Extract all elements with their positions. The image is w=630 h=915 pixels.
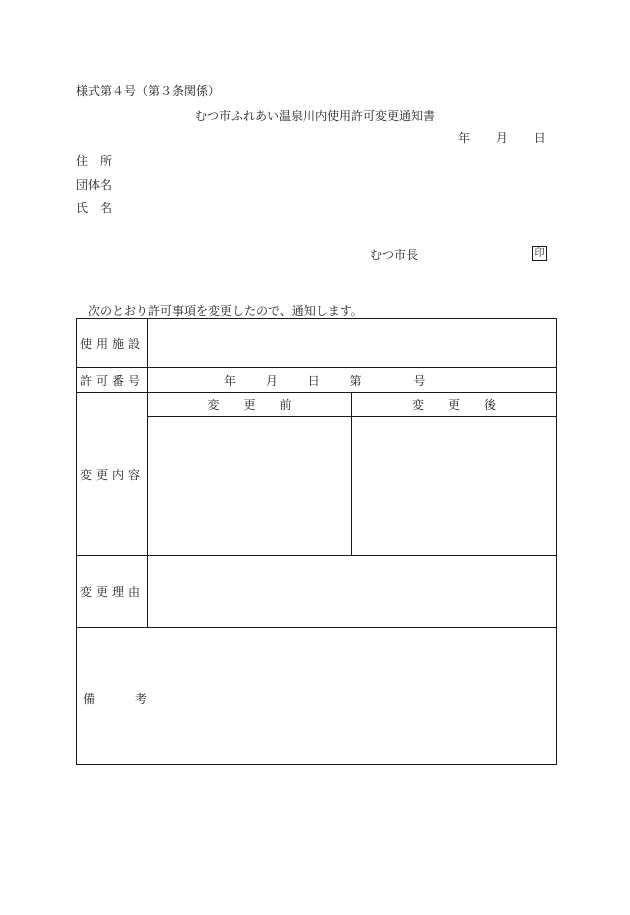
- seal-stamp: 印: [532, 246, 547, 261]
- before-char-1: 変: [207, 398, 220, 412]
- before-char-3: 前: [279, 398, 292, 412]
- change-reason-field[interactable]: [148, 556, 557, 628]
- remarks-field[interactable]: [77, 628, 557, 765]
- remarks-char-1: 備: [83, 691, 96, 706]
- remarks-char-2: 考: [135, 691, 148, 706]
- remarks-label: [77, 686, 556, 707]
- permit-day: 日: [307, 373, 320, 388]
- after-change-header: [352, 393, 557, 417]
- date-year: 年: [458, 131, 471, 145]
- permit-year: 年: [224, 373, 237, 388]
- facility-field[interactable]: [148, 319, 557, 368]
- before-char-2: 更: [243, 398, 256, 412]
- permit-number-field[interactable]: [148, 368, 557, 393]
- name-label: 氏 名: [76, 201, 113, 215]
- before-change-field[interactable]: [148, 417, 352, 556]
- facility-label: 使用施設: [77, 319, 148, 368]
- permit-month: 月: [265, 373, 278, 388]
- intro-text: 次のとおり許可事項を変更したので、通知します。: [88, 304, 363, 318]
- date-month: 月: [495, 131, 508, 145]
- notification-table: [76, 318, 557, 765]
- form-number: 様式第４号（第３条関係）: [76, 84, 221, 98]
- date-day: 日: [533, 131, 546, 145]
- mayor-label: むつ市長: [370, 248, 419, 262]
- permit-dai: 第: [349, 373, 362, 388]
- before-change-header: [148, 393, 352, 417]
- after-char-3: 後: [484, 398, 497, 412]
- date-line: [458, 131, 546, 145]
- change-content-label: 変更内容: [77, 393, 148, 556]
- after-char-2: 更: [447, 398, 460, 412]
- permit-number-label: 許可番号: [77, 368, 148, 393]
- permit-number-line: [148, 372, 556, 389]
- organization-label: 団体名: [76, 178, 113, 192]
- document-title: むつ市ふれあい温泉川内使用許可変更通知書: [194, 109, 435, 123]
- address-label: 住 所: [76, 154, 113, 168]
- after-char-1: 変: [411, 398, 424, 412]
- permit-go: 号: [413, 373, 426, 388]
- after-change-field[interactable]: [352, 417, 557, 556]
- change-reason-label: 変更理由: [77, 556, 148, 628]
